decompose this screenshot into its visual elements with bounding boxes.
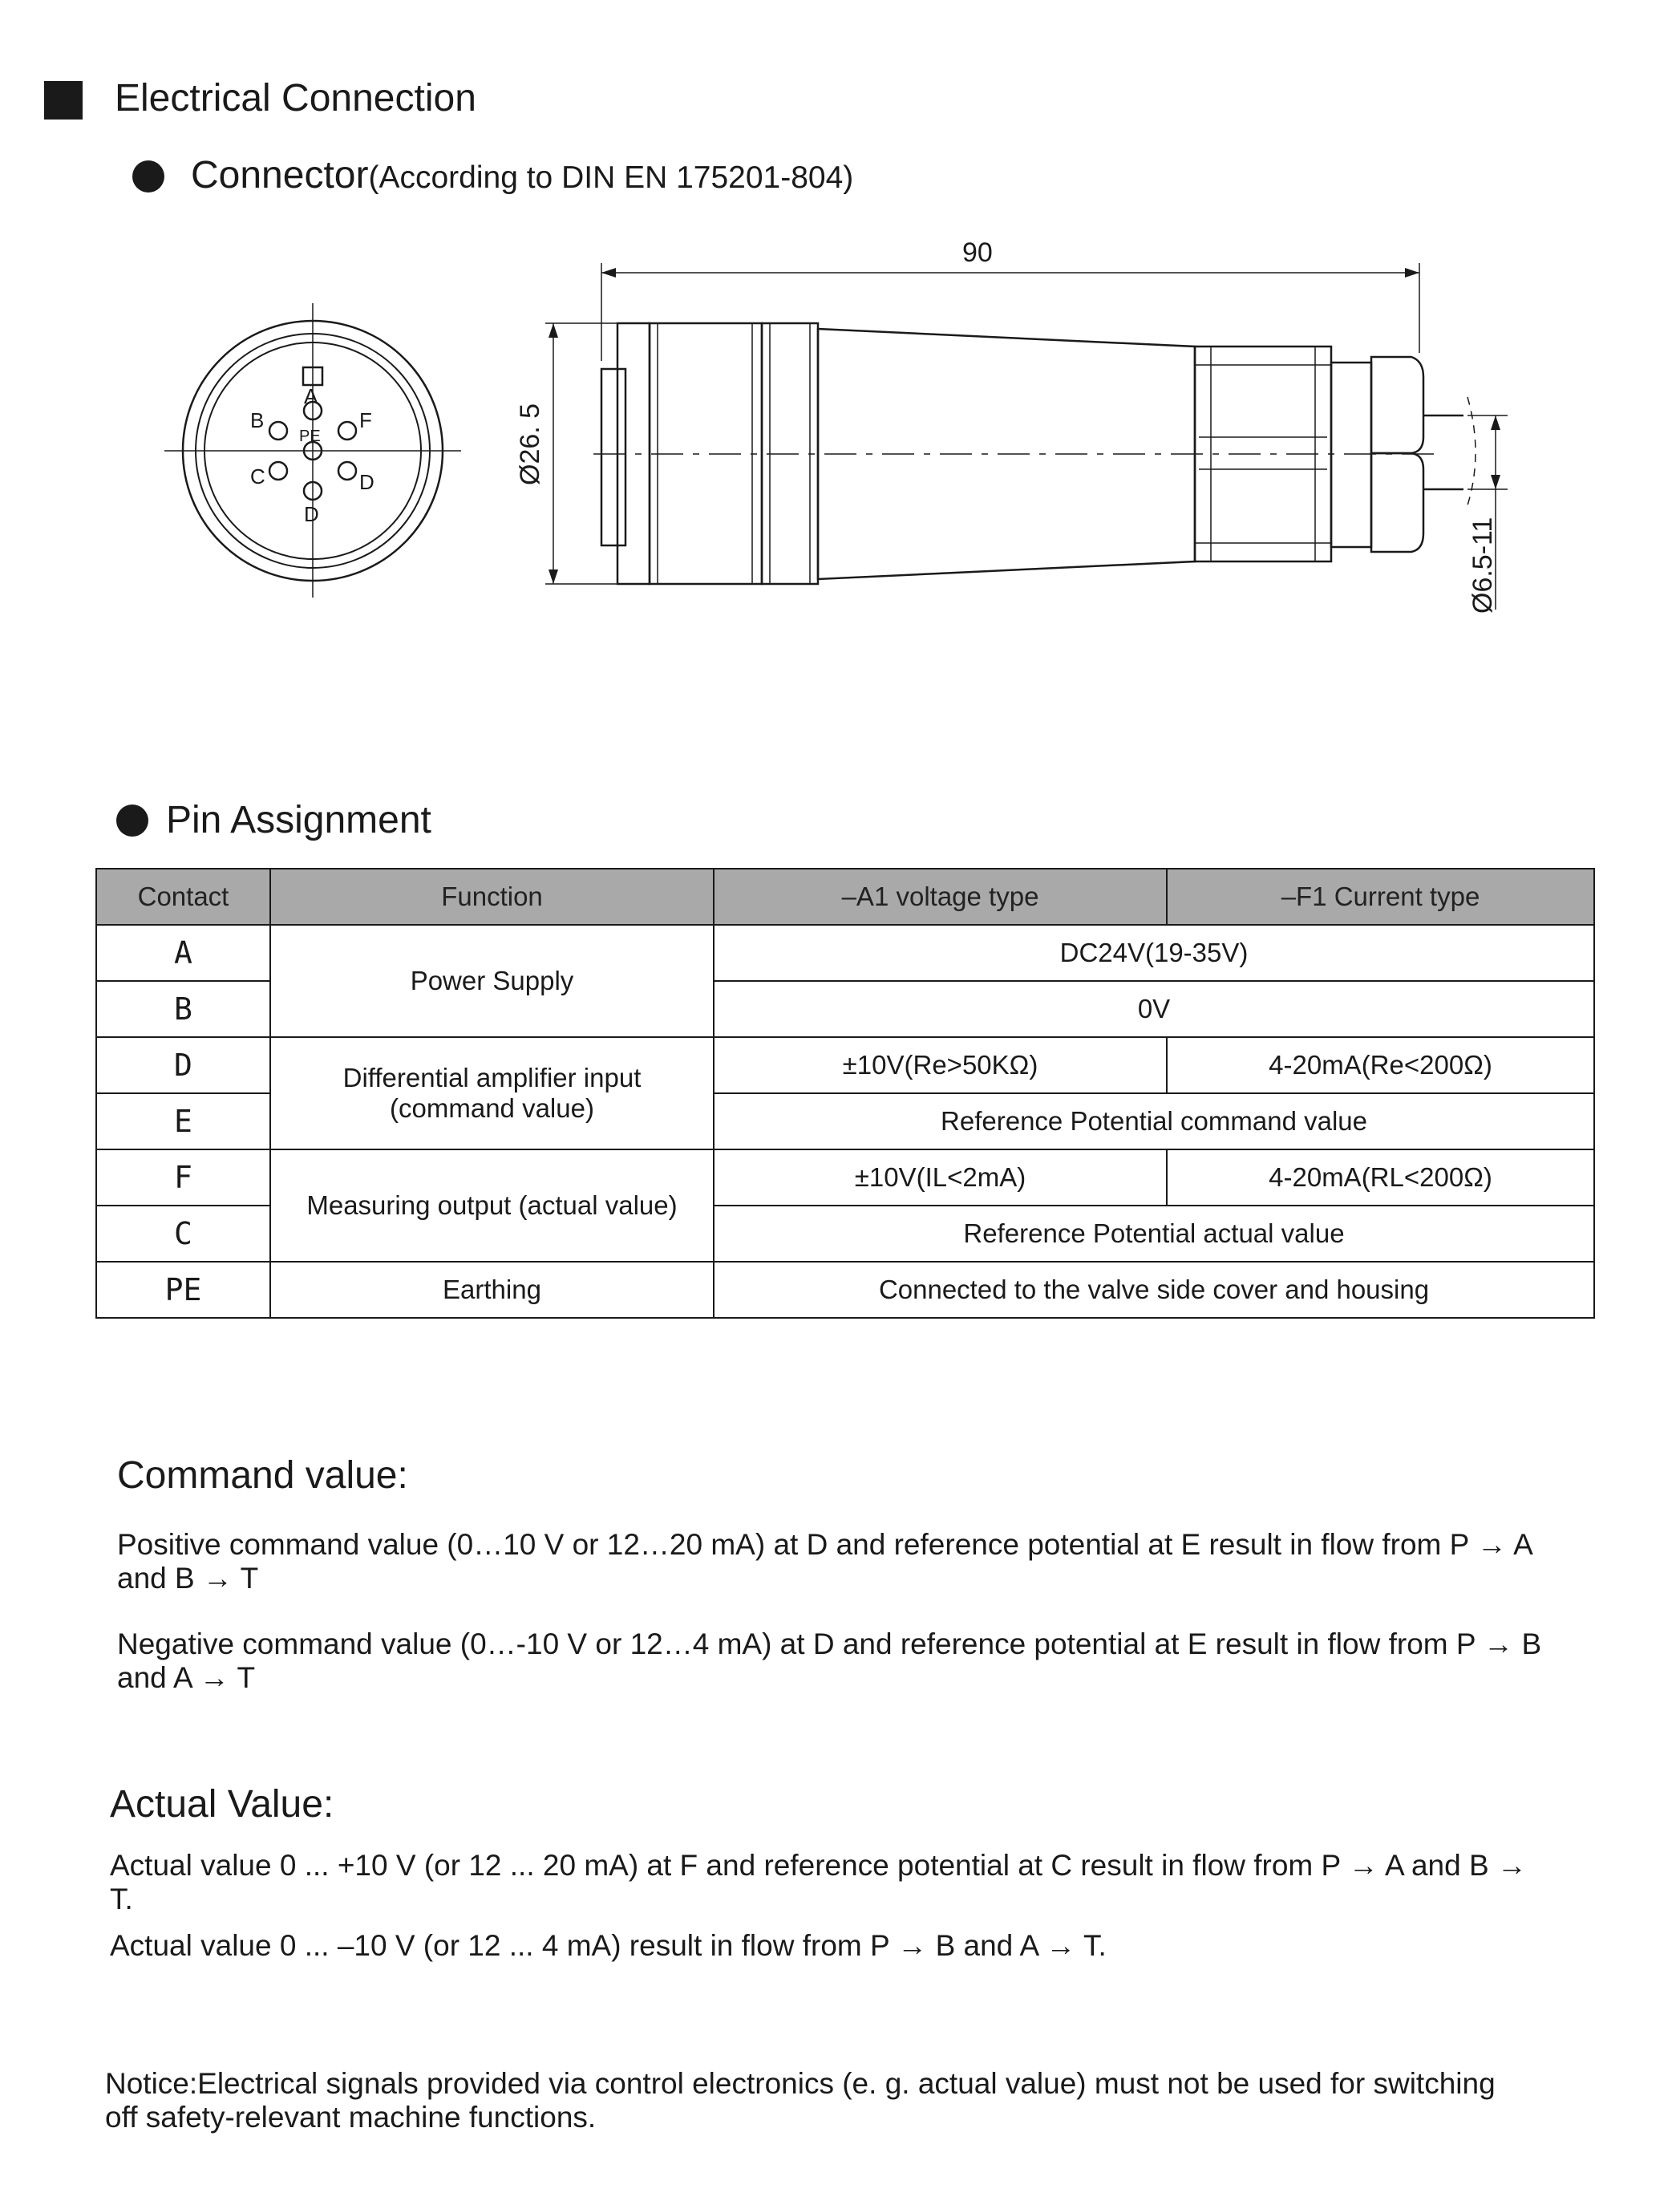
- command-value-text: [117, 1528, 1544, 1695]
- section-title: Electrical Connection: [115, 77, 476, 120]
- contact-cell: D: [96, 1037, 270, 1093]
- pin-label-f: F: [359, 408, 372, 432]
- side-face-plate: [601, 369, 625, 545]
- connector-drawing: [0, 0, 1680, 642]
- function-cell: Measuring output (actual value): [270, 1149, 714, 1262]
- pin-assignment-title: Pin Assignment: [166, 799, 431, 841]
- command-value-paragraph: Negative command value (0…-10 V or 12…4 mA) at D and reference potential at E result in flow from P → B and A → T: [117, 1627, 1542, 1694]
- pin-assignment-bullet: [116, 805, 148, 837]
- contact-cell: C: [96, 1206, 270, 1262]
- side-nut-bottom: [1371, 453, 1423, 552]
- contact-cell: E: [96, 1093, 270, 1149]
- pin-e: [338, 462, 356, 480]
- table-row: [96, 1149, 1594, 1206]
- value-cell: 4-20mA(Re<200Ω): [1167, 1037, 1594, 1093]
- dim-cable-label: Ø6.5-11: [1467, 517, 1498, 614]
- header-voltage-type: –A1 voltage type: [714, 869, 1167, 925]
- header-current-type: –F1 Current type: [1167, 869, 1594, 925]
- pin-c: [269, 462, 287, 480]
- value-cell: DC24V(19-35V): [714, 925, 1594, 981]
- contact-cell: B: [96, 981, 270, 1037]
- command-value-heading: Command value:: [117, 1454, 408, 1497]
- pin-label-pe: PE: [299, 428, 321, 445]
- function-cell: [270, 1037, 714, 1149]
- connector-note: (According to DIN EN 175201-804): [368, 160, 854, 195]
- pin-label-a: A: [304, 384, 318, 408]
- actual-value-text: [110, 1849, 1553, 1963]
- notice-text: Notice:Electrical signals provided via control electronics (e. g. actual value) must not be used for switching off safety-relevant machine functions.: [105, 2067, 1496, 2134]
- function-line: (command value): [390, 1093, 594, 1123]
- value-cell: Connected to the valve side cover and housing: [714, 1262, 1594, 1318]
- pin-label-d: D: [304, 502, 319, 526]
- contact-cell: A: [96, 925, 270, 981]
- side-collar: [1331, 363, 1371, 547]
- dim-diameter-label: Ø26. 5: [515, 403, 545, 485]
- pin-b: [269, 422, 287, 440]
- header-contact: Contact: [96, 869, 270, 925]
- dim-length-label: 90: [962, 237, 993, 268]
- value-cell: ±10V(Re>50KΩ): [714, 1037, 1167, 1093]
- actual-value-paragraph: Actual value 0 ... –10 V (or 12 ... 4 mA) result in flow from P → B and A → T.: [110, 1929, 1107, 1962]
- value-cell: 4-20mA(RL<200Ω): [1167, 1149, 1594, 1206]
- actual-value-heading: Actual Value:: [110, 1783, 334, 1826]
- pin-f: [338, 422, 356, 440]
- table-header-row: [96, 869, 1594, 925]
- function-cell: Power Supply: [270, 925, 714, 1037]
- pin-label-c: C: [250, 464, 265, 488]
- pin-assignment-table: [95, 868, 1595, 1319]
- value-cell: ±10V(IL<2mA): [714, 1149, 1167, 1206]
- side-nut-top: [1371, 357, 1423, 453]
- value-cell: 0V: [714, 981, 1594, 1037]
- connector-label: Connector: [191, 154, 369, 197]
- value-cell: Reference Potential actual value: [714, 1206, 1594, 1262]
- contact-cell: F: [96, 1149, 270, 1206]
- actual-value-paragraph: Actual value 0 ... +10 V (or 12 ... 20 mA) at F and reference potential at C result in flow from P → A and B → T.: [110, 1849, 1527, 1915]
- table-row: [96, 1262, 1594, 1318]
- command-value-paragraph: Positive command value (0…10 V or 12…20 mA) at D and reference potential at E result in flow from P → A and B → T: [117, 1528, 1532, 1595]
- contact-cell: PE: [96, 1262, 270, 1318]
- table-row: [96, 925, 1594, 981]
- function-line: Differential amplifier input: [342, 1063, 642, 1092]
- pin-label-b: B: [250, 408, 265, 432]
- header-function: Function: [270, 869, 714, 925]
- value-cell: Reference Potential command value: [714, 1093, 1594, 1149]
- function-cell: Earthing: [270, 1262, 714, 1318]
- pin-label-d-right: D: [359, 470, 374, 494]
- table-row: [96, 1037, 1594, 1093]
